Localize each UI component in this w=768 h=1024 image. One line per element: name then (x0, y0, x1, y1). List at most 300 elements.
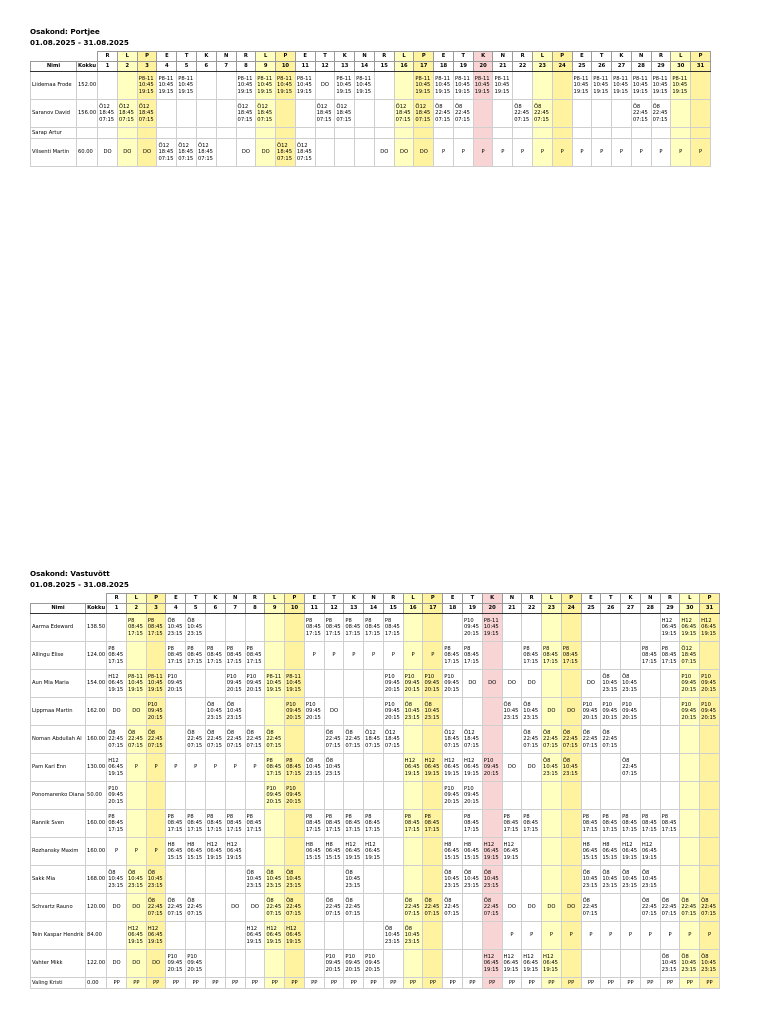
shift-cell: H12 06:45 19:15 (660, 614, 680, 642)
shift-cell: P8 08:45 17:15 (502, 810, 522, 838)
shift-cell (592, 100, 612, 128)
day-number-header: 19 (462, 604, 482, 614)
shift-cell: H12 06:45 19:15 (522, 950, 542, 978)
shift-cell: P8 08:45 17:15 (581, 810, 601, 838)
shift-cell (513, 128, 533, 139)
shift-cell (621, 642, 641, 670)
shift-cell: Ö8 10:45 23:15 (561, 754, 581, 782)
weekday-header: R (522, 594, 542, 604)
weekday-header: N (493, 52, 513, 62)
shift-cell (177, 100, 197, 128)
shift-cell (601, 614, 621, 642)
shift-cell: P10 09:45 20:15 (443, 670, 463, 698)
shift-cell (522, 614, 542, 642)
day-number-header: 16 (394, 62, 414, 72)
shift-cell: Ö8 10:45 23:15 (344, 866, 364, 894)
shift-cell (561, 614, 581, 642)
shift-cell: P10 09:45 20:15 (601, 698, 621, 726)
shift-cell: Ö8 10:45 23:15 (403, 698, 423, 726)
shift-cell (216, 72, 236, 100)
shift-cell: H12 06:45 19:15 (502, 950, 522, 978)
shift-cell (482, 642, 502, 670)
shift-cell (561, 810, 581, 838)
shift-cell: Ö8 22:45 07:15 (285, 894, 305, 922)
shift-cell: P8 08:45 17:15 (166, 810, 186, 838)
shift-cell: Ö12 18:45 07:15 (443, 726, 463, 754)
shift-cell: H12 06:45 19:15 (482, 838, 502, 866)
employee-total: 168.00 (86, 866, 107, 894)
shift-cell: PP (383, 978, 403, 989)
shift-cell: Ö8 10:45 23:15 (383, 922, 403, 950)
shift-cell: P8 08:45 17:15 (146, 614, 166, 642)
shift-cell: H8 06:45 15:15 (443, 838, 463, 866)
shift-cell: Ö8 22:45 07:15 (265, 726, 285, 754)
shift-cell (324, 782, 344, 810)
weekday-header: K (335, 52, 355, 62)
shift-cell: P8-11 10:45 19:15 (177, 72, 197, 100)
shift-cell (206, 950, 226, 978)
day-number-header: 22 (513, 62, 533, 72)
employee-name: Schvartz Rauno (31, 894, 86, 922)
shift-cell: PP (206, 978, 226, 989)
shift-cell (581, 950, 601, 978)
shift-cell: Ö8 10:45 23:15 (186, 614, 206, 642)
shift-cell: P8-11 10:45 19:15 (572, 72, 592, 100)
table-row (31, 698, 720, 726)
day-number-header: 28 (640, 604, 660, 614)
shift-cell: DO (324, 698, 344, 726)
shift-cell (601, 642, 621, 670)
shift-cell (374, 100, 394, 128)
weekday-header: R (660, 594, 680, 604)
weekday-header: N (502, 594, 522, 604)
shift-cell: P8 08:45 17:15 (285, 754, 305, 782)
shift-cell: P8 08:45 17:15 (462, 810, 482, 838)
shift-cell (137, 128, 157, 139)
weekday-header: K (621, 594, 641, 604)
shift-cell (206, 670, 226, 698)
shift-cell (601, 894, 621, 922)
shift-cell (126, 782, 146, 810)
shift-cell: P (146, 754, 166, 782)
shift-cell (265, 810, 285, 838)
shift-cell: P8 08:45 17:15 (561, 642, 581, 670)
shift-cell: Ö8 10:45 23:15 (225, 698, 245, 726)
shift-cell: DO (542, 894, 562, 922)
day-number-header: 12 (315, 62, 335, 72)
shift-cell: Ö8 10:45 23:15 (107, 866, 127, 894)
shift-cell (186, 922, 206, 950)
shift-cell: P (542, 922, 562, 950)
shift-cell: P8 08:45 17:15 (206, 810, 226, 838)
day-number-header: 30 (680, 604, 700, 614)
shift-cell: Ö8 22:45 07:15 (146, 726, 166, 754)
shift-cell (423, 726, 443, 754)
shift-cell: P10 09:45 20:15 (304, 698, 324, 726)
shift-cell (533, 128, 553, 139)
table-row (31, 642, 720, 670)
shift-cell (473, 128, 493, 139)
shift-cell: P8-11 10:45 19:15 (592, 72, 612, 100)
weekday-header: P (137, 52, 157, 62)
shift-cell (206, 866, 226, 894)
shift-cell: Ö8 10:45 23:15 (621, 866, 641, 894)
shift-cell (107, 614, 127, 642)
shift-cell: P8 08:45 17:15 (225, 642, 245, 670)
shift-cell (542, 838, 562, 866)
shift-cell (482, 726, 502, 754)
shift-cell: P8-11 10:45 19:15 (256, 72, 276, 100)
shift-cell: P8-11 10:45 19:15 (236, 72, 256, 100)
shift-cell (236, 128, 256, 139)
weekday-header: E (434, 52, 454, 62)
day-number-header: 2 (117, 62, 137, 72)
table-row (31, 670, 720, 698)
employee-total: 124.00 (86, 642, 107, 670)
shift-cell: P (651, 139, 671, 167)
shift-cell: P8 08:45 17:15 (383, 614, 403, 642)
shift-cell (453, 128, 473, 139)
shift-cell (206, 614, 226, 642)
employee-name: Vilsenti Martin (31, 139, 77, 167)
shift-cell: Ö8 10:45 23:15 (601, 670, 621, 698)
shift-cell: H8 06:45 15:15 (581, 838, 601, 866)
shift-cell: P8 08:45 17:15 (443, 642, 463, 670)
shift-cell (166, 866, 186, 894)
shift-cell (660, 782, 680, 810)
shift-cell: Ö8 22:45 07:15 (640, 894, 660, 922)
weekday-header: K (482, 594, 502, 604)
shift-cell: Ö8 10:45 23:15 (304, 754, 324, 782)
shift-cell (374, 128, 394, 139)
section-vastuvott (30, 568, 720, 989)
shift-cell: P10 09:45 20:15 (700, 698, 720, 726)
schedule-table (30, 51, 711, 167)
weekday-header: T (462, 594, 482, 604)
shift-cell: Ö8 22:45 07:15 (344, 894, 364, 922)
shift-cell: Ö8 10:45 23:15 (423, 698, 443, 726)
shift-cell: Ö8 10:45 23:15 (324, 754, 344, 782)
shift-cell (344, 670, 364, 698)
shift-cell (423, 866, 443, 894)
shift-cell (324, 922, 344, 950)
employee-total: 160.00 (86, 726, 107, 754)
shift-cell (462, 698, 482, 726)
shift-cell: PP (502, 978, 522, 989)
employee-name: Rannik Sven (31, 810, 86, 838)
shift-cell (640, 614, 660, 642)
shift-cell (186, 866, 206, 894)
shift-cell: Ö8 22:45 07:15 (403, 894, 423, 922)
shift-cell: H12 06:45 19:15 (344, 838, 364, 866)
shift-cell: H8 06:45 15:15 (304, 838, 324, 866)
shift-cell (561, 950, 581, 978)
shift-cell: Ö8 10:45 23:15 (502, 698, 522, 726)
day-number-header: 29 (651, 62, 671, 72)
shift-cell (423, 922, 443, 950)
shift-cell: P8 08:45 17:15 (206, 642, 226, 670)
weekday-header: L (126, 594, 146, 604)
shift-cell: PP (561, 978, 581, 989)
shift-cell: P8-11 10:45 19:15 (355, 72, 375, 100)
shift-cell: H12 06:45 19:15 (542, 950, 562, 978)
shift-cell: Ö8 10:45 23:15 (146, 866, 166, 894)
shift-cell (552, 72, 572, 100)
table-row (31, 72, 711, 100)
shift-cell: Ö8 22:45 07:15 (265, 894, 285, 922)
shift-cell: Ö8 22:45 07:15 (581, 894, 601, 922)
shift-cell: PP (700, 978, 720, 989)
shift-cell: P (146, 838, 166, 866)
shift-cell (285, 642, 305, 670)
shift-cell (621, 726, 641, 754)
shift-cell: P (640, 922, 660, 950)
employee-total: 130.00 (86, 754, 107, 782)
day-number-header: 31 (700, 604, 720, 614)
shift-cell: H12 06:45 19:15 (423, 754, 443, 782)
shift-cell: P8-11 10:45 19:15 (295, 72, 315, 100)
table-row (31, 139, 711, 167)
day-number-header: 6 (196, 62, 216, 72)
shift-cell: P8 08:45 17:15 (542, 642, 562, 670)
shift-cell: Ö12 18:45 07:15 (462, 726, 482, 754)
weekday-header: T (186, 594, 206, 604)
shift-cell: Ö12 18:45 07:15 (394, 100, 414, 128)
shift-cell: P8 08:45 17:15 (640, 810, 660, 838)
day-number-header: 23 (542, 604, 562, 614)
shift-cell (414, 128, 434, 139)
shift-cell: Ö8 22:45 07:15 (206, 726, 226, 754)
shift-cell: P8 08:45 17:15 (126, 614, 146, 642)
shift-cell (403, 614, 423, 642)
shift-cell: P10 09:45 20:15 (285, 698, 305, 726)
shift-cell: P8-11 10:45 19:15 (612, 72, 632, 100)
column-header-name: Nimi (31, 62, 77, 72)
day-number-header: 2 (126, 604, 146, 614)
shift-cell: P (434, 139, 454, 167)
weekday-header: P (276, 52, 296, 62)
employee-name: Rozhansky Maxim (31, 838, 86, 866)
day-number-header: 6 (206, 604, 226, 614)
day-number-header: 3 (146, 604, 166, 614)
shift-cell: H8 06:45 15:15 (166, 838, 186, 866)
shift-cell: H12 06:45 19:15 (245, 922, 265, 950)
employee-name: Aun Mia Maria (31, 670, 86, 698)
shift-cell (166, 922, 186, 950)
section-title: Osakond: Portjee (30, 27, 100, 36)
shift-cell: Ö8 22:45 07:15 (434, 100, 454, 128)
shift-cell (265, 838, 285, 866)
weekday-header: P (700, 594, 720, 604)
shift-cell: Ö8 22:45 07:15 (126, 726, 146, 754)
shift-cell: H12 06:45 19:15 (680, 614, 700, 642)
shift-cell (276, 100, 296, 128)
shift-cell: P8-11 10:45 19:15 (285, 670, 305, 698)
employee-name: Valing Kristi (31, 978, 86, 989)
shift-cell (542, 810, 562, 838)
shift-cell: Ö8 22:45 07:15 (453, 100, 473, 128)
employee-name: Saranov David (31, 100, 77, 128)
shift-cell: Ö8 22:45 07:15 (522, 726, 542, 754)
employee-total: 162.00 (86, 698, 107, 726)
shift-cell: DO (542, 698, 562, 726)
shift-cell: P (592, 139, 612, 167)
weekday-header: R (383, 594, 403, 604)
shift-cell: DO (374, 139, 394, 167)
employee-total: 60.00 (77, 139, 98, 167)
day-number-header: 16 (403, 604, 423, 614)
shift-cell: PP (640, 978, 660, 989)
day-number-header: 18 (443, 604, 463, 614)
day-number-header: 11 (304, 604, 324, 614)
weekday-header: E (157, 52, 177, 62)
shift-cell: H8 06:45 15:15 (462, 838, 482, 866)
shift-cell (206, 922, 226, 950)
shift-cell: P8 08:45 17:15 (660, 642, 680, 670)
shift-cell: Ö8 22:45 07:15 (324, 726, 344, 754)
shift-cell: P (126, 838, 146, 866)
employee-total: 84.00 (86, 922, 107, 950)
shift-cell (335, 139, 355, 167)
shift-cell (660, 726, 680, 754)
shift-cell: P (533, 139, 553, 167)
employee-name: Noman Abdullah Al (31, 726, 86, 754)
shift-cell: Ö8 22:45 07:15 (700, 894, 720, 922)
shift-cell (680, 782, 700, 810)
weekday-header: T (453, 52, 473, 62)
shift-cell (434, 128, 454, 139)
shift-cell: P (423, 642, 443, 670)
shift-cell (383, 782, 403, 810)
table-row (31, 128, 711, 139)
shift-cell: Ö8 10:45 23:15 (482, 866, 502, 894)
shift-cell: P10 09:45 20:15 (146, 698, 166, 726)
shift-cell (383, 950, 403, 978)
shift-cell: Ö12 18:45 07:15 (383, 726, 403, 754)
shift-cell (572, 100, 592, 128)
shift-cell: PP (423, 978, 443, 989)
shift-cell (502, 866, 522, 894)
shift-cell: P10 09:45 20:15 (107, 782, 127, 810)
shift-cell: DO (482, 670, 502, 698)
shift-cell (640, 726, 660, 754)
shift-cell: P (660, 922, 680, 950)
shift-cell: Ö8 22:45 07:15 (107, 726, 127, 754)
shift-cell: Ö8 10:45 23:15 (245, 866, 265, 894)
shift-cell (561, 866, 581, 894)
shift-cell: P8-11 10:45 19:15 (137, 72, 157, 100)
shift-cell: P8-11 10:45 19:15 (265, 670, 285, 698)
weekday-header: T (177, 52, 197, 62)
weekday-header: R (107, 594, 127, 604)
employee-name: Sakk Mia (31, 866, 86, 894)
weekday-header: N (631, 52, 651, 62)
shift-cell: Ö12 18:45 07:15 (335, 100, 355, 128)
shift-cell: DO (522, 754, 542, 782)
day-number-header: 27 (621, 604, 641, 614)
shift-cell (482, 922, 502, 950)
shift-cell: P10 09:45 20:15 (700, 670, 720, 698)
shift-cell: DO (502, 670, 522, 698)
shift-cell (403, 866, 423, 894)
shift-cell: P (621, 922, 641, 950)
shift-cell: DO (561, 894, 581, 922)
shift-cell: Ö12 18:45 07:15 (276, 139, 296, 167)
shift-cell (403, 950, 423, 978)
table-row (31, 838, 720, 866)
shift-cell: P (245, 754, 265, 782)
shift-cell: P8-11 10:45 19:15 (335, 72, 355, 100)
shift-cell (196, 72, 216, 100)
shift-cell: P (522, 922, 542, 950)
employee-total: 156.00 (77, 100, 98, 128)
shift-cell: P (126, 754, 146, 782)
shift-cell: P (581, 922, 601, 950)
shift-cell: Ö12 18:45 07:15 (117, 100, 137, 128)
shift-cell: H8 06:45 15:15 (324, 838, 344, 866)
shift-cell: DO (522, 670, 542, 698)
shift-cell (364, 922, 384, 950)
shift-cell (700, 838, 720, 866)
shift-cell: Ö8 22:45 07:15 (423, 894, 443, 922)
shift-cell: Ö8 22:45 07:15 (581, 726, 601, 754)
shift-cell: P10 09:45 20:15 (621, 698, 641, 726)
shift-cell (691, 100, 711, 128)
weekday-header: R (98, 52, 118, 62)
shift-cell (513, 72, 533, 100)
day-number-header: 7 (216, 62, 236, 72)
shift-cell: H12 06:45 19:15 (482, 950, 502, 978)
day-number-header: 13 (335, 62, 355, 72)
shift-cell: PP (324, 978, 344, 989)
shift-cell (216, 128, 236, 139)
shift-cell: Ö8 22:45 07:15 (621, 754, 641, 782)
shift-cell: Ö8 10:45 23:15 (621, 670, 641, 698)
employee-total: 0.00 (86, 978, 107, 989)
shift-cell: Ö12 18:45 07:15 (196, 139, 216, 167)
weekday-header: E (581, 594, 601, 604)
shift-cell: Ö8 10:45 23:15 (542, 754, 562, 782)
shift-cell: Ö8 22:45 07:15 (225, 726, 245, 754)
weekday-header: L (533, 52, 553, 62)
shift-cell: DO (236, 139, 256, 167)
weekday-header: P (146, 594, 166, 604)
shift-cell: P8-11 10:45 19:15 (473, 72, 493, 100)
table-row (31, 614, 720, 642)
shift-cell: P10 09:45 20:15 (443, 782, 463, 810)
shift-cell (285, 810, 305, 838)
shift-cell (225, 922, 245, 950)
shift-cell (443, 614, 463, 642)
shift-cell: PP (285, 978, 305, 989)
shift-cell (423, 950, 443, 978)
shift-cell: H12 06:45 19:15 (126, 922, 146, 950)
shift-cell: Ö8 10:45 23:15 (126, 866, 146, 894)
shift-cell (245, 838, 265, 866)
shift-cell: DO (107, 950, 127, 978)
weekday-header: P (285, 594, 305, 604)
shift-cell: P (324, 642, 344, 670)
shift-cell: Ö12 18:45 07:15 (236, 100, 256, 128)
shift-cell: DO (126, 698, 146, 726)
shift-cell: PP (364, 978, 384, 989)
shift-cell: P10 09:45 20:15 (462, 782, 482, 810)
day-number-header: 1 (98, 62, 118, 72)
shift-cell: P (612, 139, 632, 167)
shift-cell (166, 726, 186, 754)
weekday-header: R (651, 52, 671, 62)
shift-cell: P8 08:45 17:15 (186, 642, 206, 670)
